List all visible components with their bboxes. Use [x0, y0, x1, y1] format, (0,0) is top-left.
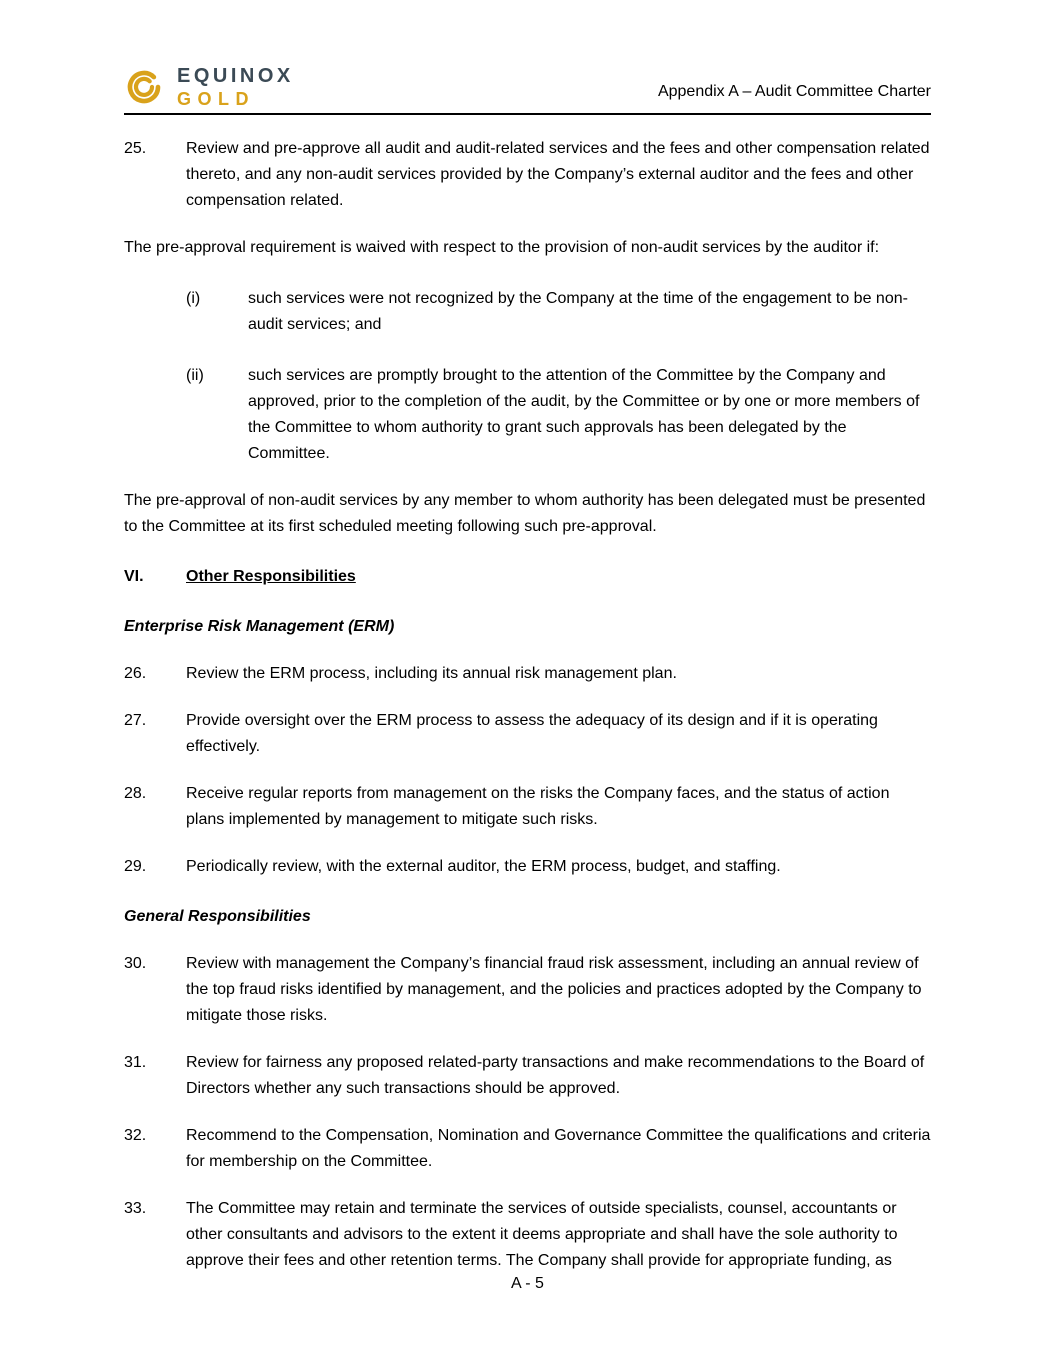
- logo-text-gold: GOLD: [177, 89, 255, 109]
- list-item: [124, 1196, 931, 1274]
- item-text: Recommend to the Compensation, Nomination and Governance Committee the qualifications and criteria for membership on the Committee.: [186, 1127, 931, 1170]
- page-footer: [0, 1271, 1055, 1297]
- item-text: Receive regular reports from management on the risks the Company faces, and the status of action plans implemented by management to mitigate such risks.: [186, 785, 890, 828]
- section-heading: [124, 564, 931, 590]
- document-title: Appendix A – Audit Committee Charter: [657, 83, 931, 100]
- item-number: 28.: [124, 785, 147, 802]
- item-text: Review and pre-approve all audit and audit-related services and the fees and other compensation related thereto, and any non-audit services provided by the Company’s external auditor and the fees and other compensation related.: [186, 140, 930, 209]
- list-item: [124, 661, 931, 687]
- logo-text-equinox: EQUINOX: [177, 65, 294, 87]
- page-header: [124, 66, 931, 115]
- item-text: Other Responsibilities: [186, 568, 356, 585]
- equinox-gold-logo: [124, 66, 294, 108]
- item-number: 33.: [124, 1200, 147, 1217]
- item-number: 26.: [124, 665, 147, 682]
- item-text: Periodically review, with the external auditor, the ERM process, budget, and staffing.: [186, 858, 781, 875]
- list-item: [124, 708, 931, 760]
- subsection-heading: Enterprise Risk Management (ERM): [124, 618, 395, 635]
- item-text: such services are promptly brought to the attention of the Committee by the Company and approved, prior to the completion of the audit, by the Committee or by one or more members of the Committee to whom authority to grant such approvals has been delegated by the Committee.: [248, 367, 920, 462]
- page-number: A - 5: [511, 1275, 544, 1292]
- logo-wordmark: [177, 66, 294, 108]
- item-text: The Committee may retain and terminate the services of outside specialists, counsel, accountants or other consultants and advisors to the extent it deems appropriate and shall have the sole authority to approve their fees and other retention terms. The Company shall provide for appropriate funding, as: [186, 1200, 898, 1269]
- item-number: (i): [186, 290, 201, 307]
- paragraph: The pre-approval of non-audit services by any member to whom authority has been delegated must be presented to the Committee at its first scheduled meeting following such pre-approval.: [124, 492, 926, 535]
- item-text: Provide oversight over the ERM process to assess the adequacy of its design and if it is operating effectively.: [186, 712, 878, 755]
- item-number: (ii): [186, 367, 204, 384]
- item-text: Review for fairness any proposed related-party transactions and make recommendations to the Board of Directors whether any such transactions should be approved.: [186, 1054, 925, 1097]
- item-number: 31.: [124, 1054, 147, 1071]
- list-item: [124, 1050, 931, 1102]
- item-number: 27.: [124, 712, 147, 729]
- item-text: Review with management the Company’s financial fraud risk assessment, including an annual review of the top fraud risks identified by management, and the policies and practices adopted by the Company to mitigate those risks.: [186, 955, 922, 1024]
- item-number: 30.: [124, 955, 147, 972]
- sub-list-item: [186, 363, 931, 467]
- item-number: 29.: [124, 858, 147, 875]
- list-item: [124, 1123, 931, 1175]
- item-text: Review the ERM process, including its annual risk management plan.: [186, 665, 677, 682]
- gold-rings-icon: [124, 67, 168, 107]
- list-item: [124, 781, 931, 833]
- paragraph: The pre-approval requirement is waived with respect to the provision of non-audit services by the auditor if:: [124, 239, 880, 256]
- item-text: such services were not recognized by the Company at the time of the engagement to be non-audit services; and: [248, 290, 908, 333]
- list-item: [124, 951, 931, 1029]
- list-item: [124, 136, 931, 214]
- document-body: [124, 136, 931, 1274]
- list-item: [124, 854, 931, 880]
- item-number: VI.: [124, 568, 144, 585]
- item-number: 25.: [124, 140, 147, 157]
- sub-list-item: [186, 286, 931, 338]
- subsection-heading: General Responsibilities: [124, 908, 311, 925]
- item-number: 32.: [124, 1127, 147, 1144]
